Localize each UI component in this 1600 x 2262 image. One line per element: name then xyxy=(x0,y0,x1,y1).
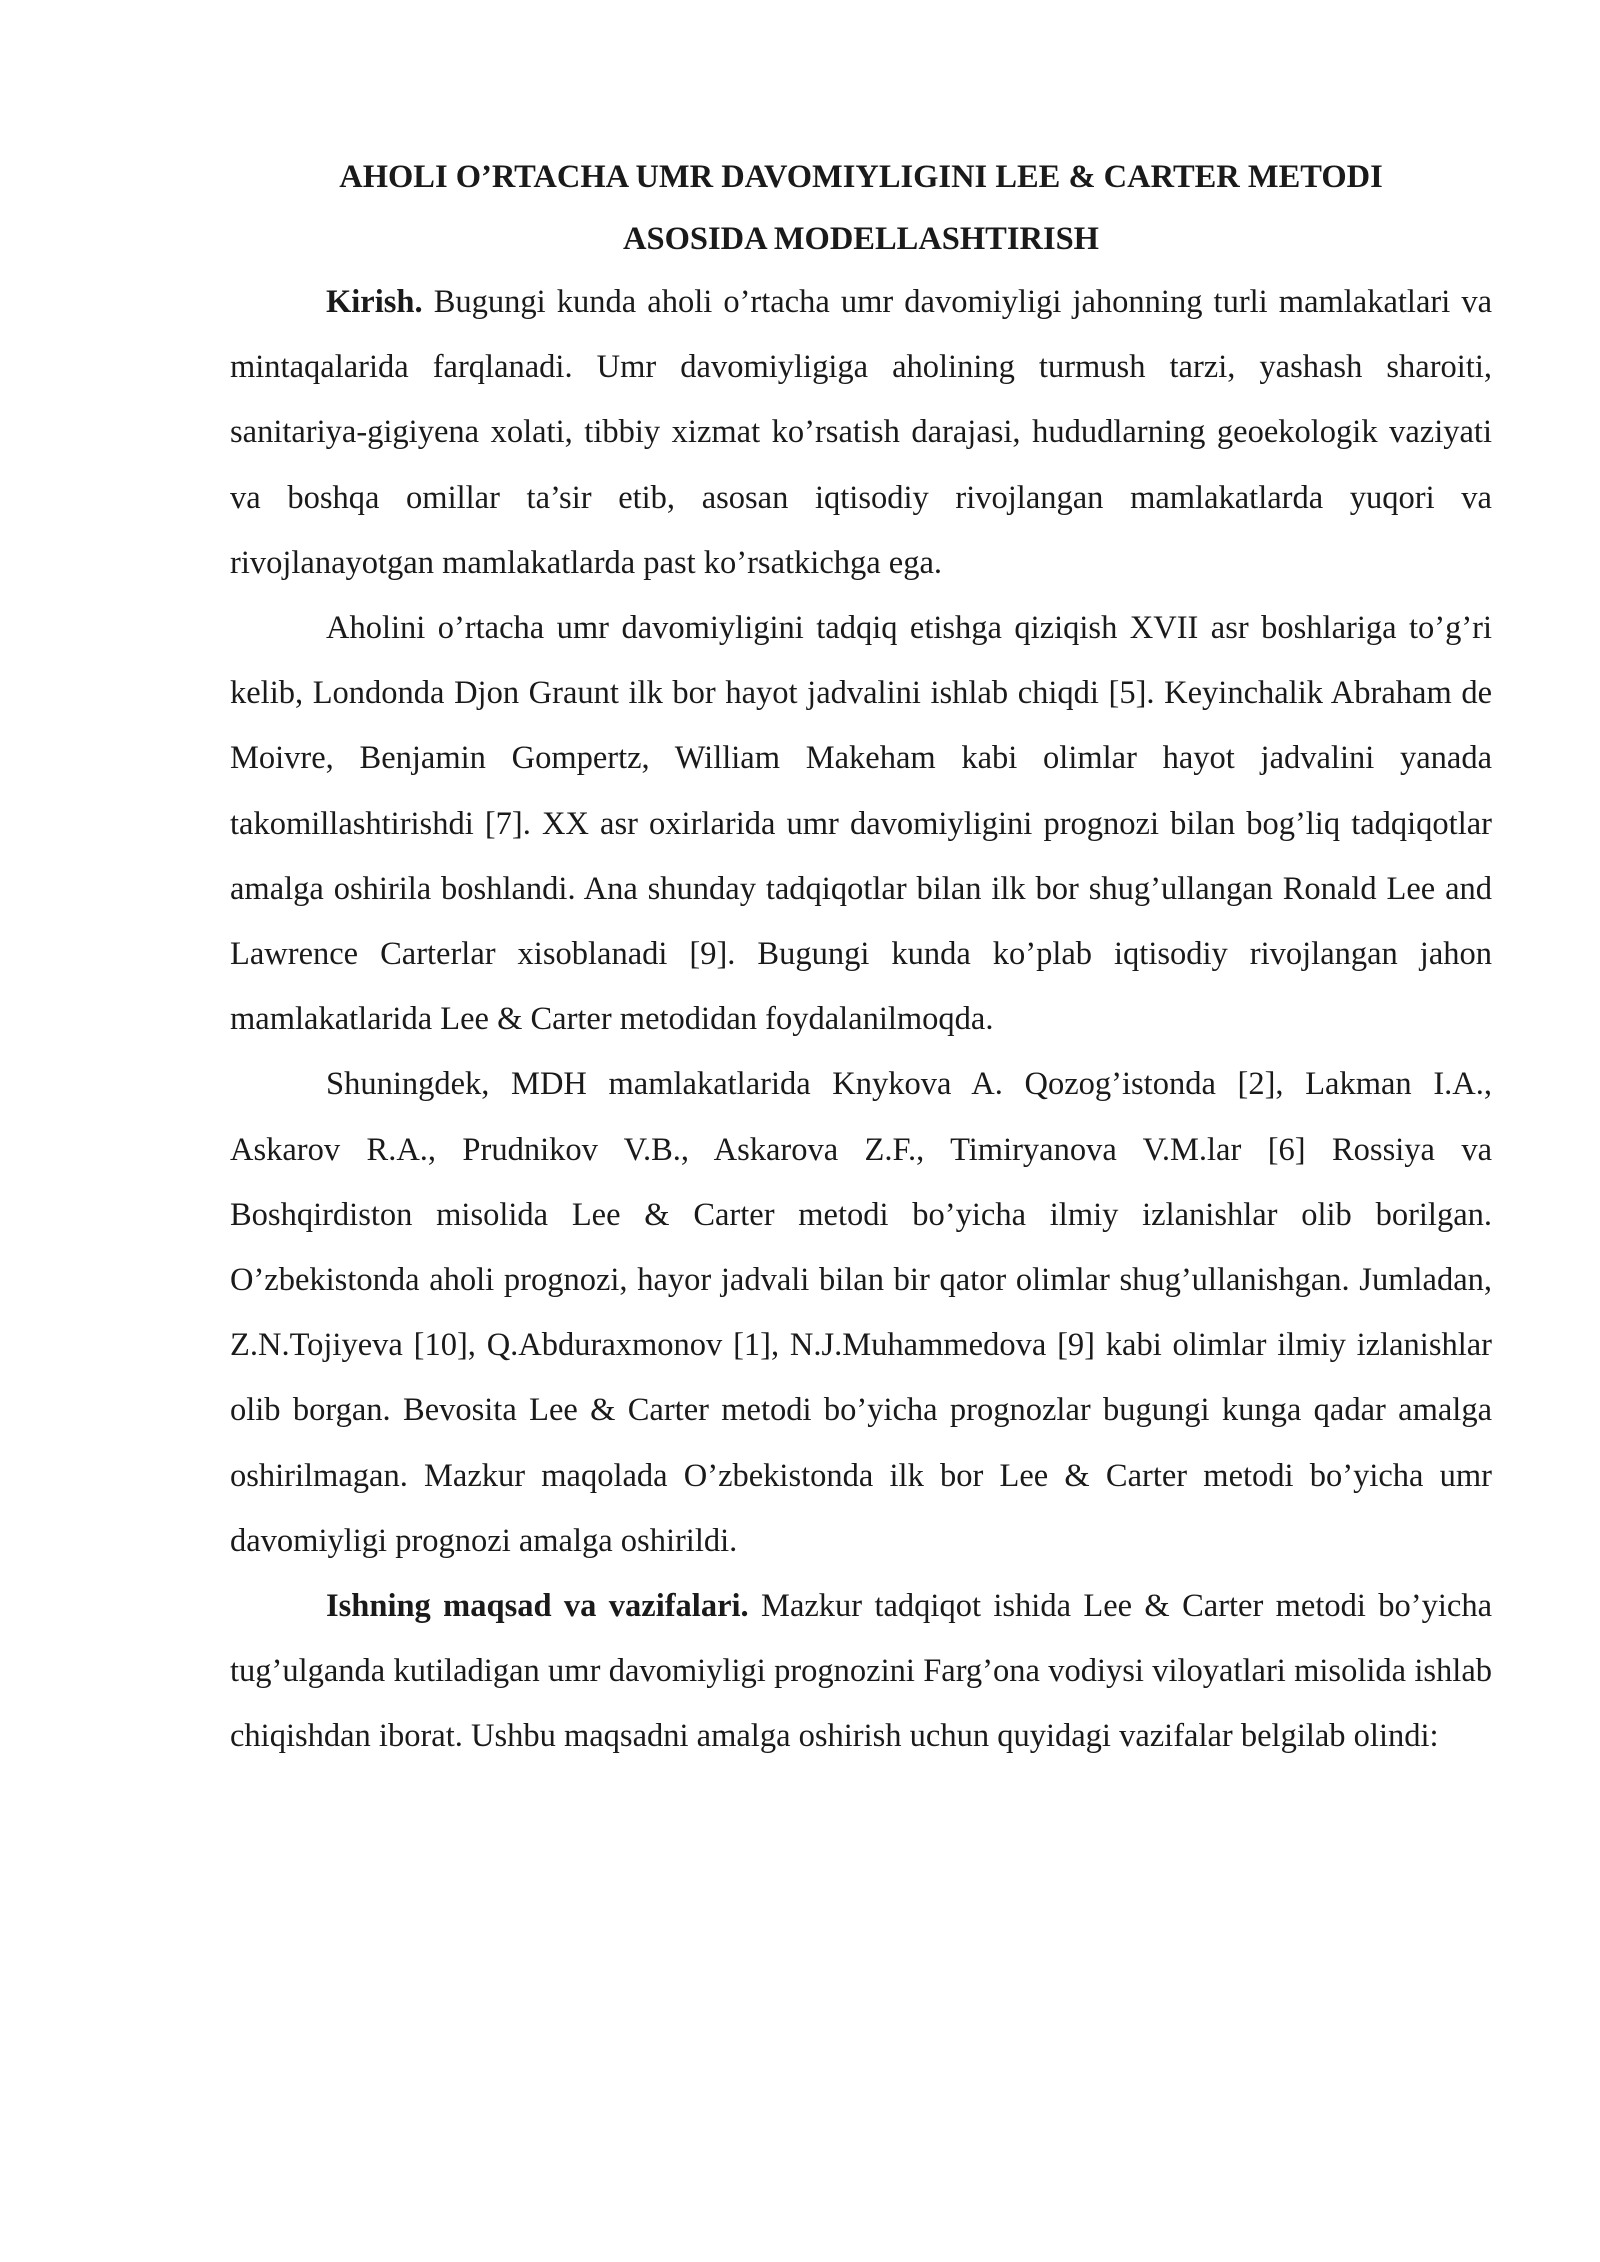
paragraph-body: Aholini o’rtacha umr davomiyligini tadqiq etishga qiziqish XVII asr boshlariga to’g’ri kelib, Londonda Djon Graunt ilk bor hayot jadvalini ishlab chiqdi [5]. Keyinchalik Abraham de Moivre, Benjamin Gompertz, William Makeham kabi olimlar hayot jadvalini yanada takomillashtirishdi [7]. XX asr oxirlarida umr davomiyligini prognozi bilan bog’liq tadqiqotlar amalga oshirila boshlandi. Ana shunday tadqiqotlar bilan ilk bor shug’ullangan Ronald Lee and Lawrence Carterlar xisoblanadi [9]. Bugungi kunda ko’plab iqtisodiy rivojlangan jahon mamlakatlarida Lee & Carter metodidan foydalanilmoqda. xyxy=(230,610,1492,1038)
paragraph-lead-heading: Ishning maqsad va vazifalari. xyxy=(326,1588,749,1625)
paragraph-lead-heading: Kirish. xyxy=(326,284,423,320)
paragraph-introduction xyxy=(230,270,1492,596)
paragraph-body: Mazkur tadqiqot ishida Lee & Carter metodi bo’yicha tug’ulganda kutiladigan umr davomiyligi prognozini Farg’ona vodiysi viloyatlari misolida ishlab chiqishdan iborat. Ushbu maqsadni amalga oshirish uchun quyidagi vazifalar belgilab olindi: xyxy=(230,1588,1492,1755)
document-page xyxy=(230,146,1492,1770)
paragraph-related-work xyxy=(230,1052,1492,1574)
document-title xyxy=(230,146,1492,270)
paragraph-history xyxy=(230,596,1492,1052)
paragraph-goals xyxy=(230,1574,1492,1770)
paragraph-body: Shuningdek, MDH mamlakatlarida Knykova A. Qozog’istonda [2], Lakman I.A., Askarov R.A., Prudnikov V.B., Askarova Z.F., Timiryanova V.M.lar [6] Rossiya va Boshqirdiston misolida Lee & Carter metodi bo’yicha ilmiy izlanishlar olib borilgan. O’zbekistonda aholi prognozi, hayor jadvali bilan bir qator olimlar shug’ullanishgan. Jumladan, Z.N.Tojiyeva [10], Q.Abduraxmonov [1], N.J.Muhammedova [9] kabi olimlar ilmiy izlanishlar olib borgan. Bevosita Lee & Carter metodi bo’yicha prognozlar bugungi kunga qadar amalga oshirilmagan. Mazkur maqolada O’zbekistonda ilk bor Lee & Carter metodi bo’yicha umr davomiyligi prognozi amalga oshirildi. xyxy=(230,1066,1492,1559)
paragraph-body: Bugungi kunda aholi o’rtacha umr davomiyligi jahonning turli mamlakatlari va mintaqalarida farqlanadi. Umr davomiyligiga aholining turmush tarzi, yashash sharoiti, sanitariya-gigiyena xolati, tibbiy xizmat ko’rsatish darajasi, hududlarning geoekologik vaziyati va boshqa omillar ta’sir etib, asosan iqtisodiy rivojlangan mamlakatlarda yuqori va rivojlanayotgan mamlakatlarda past ko’rsatkichga ega. xyxy=(230,284,1492,581)
title-line-2: ASOSIDA MODELLASHTIRISH xyxy=(623,221,1099,257)
title-line-1: AHOLI O’RTACHA UMR DAVOMIYLIGINI LEE & CARTER METODI xyxy=(339,159,1383,195)
